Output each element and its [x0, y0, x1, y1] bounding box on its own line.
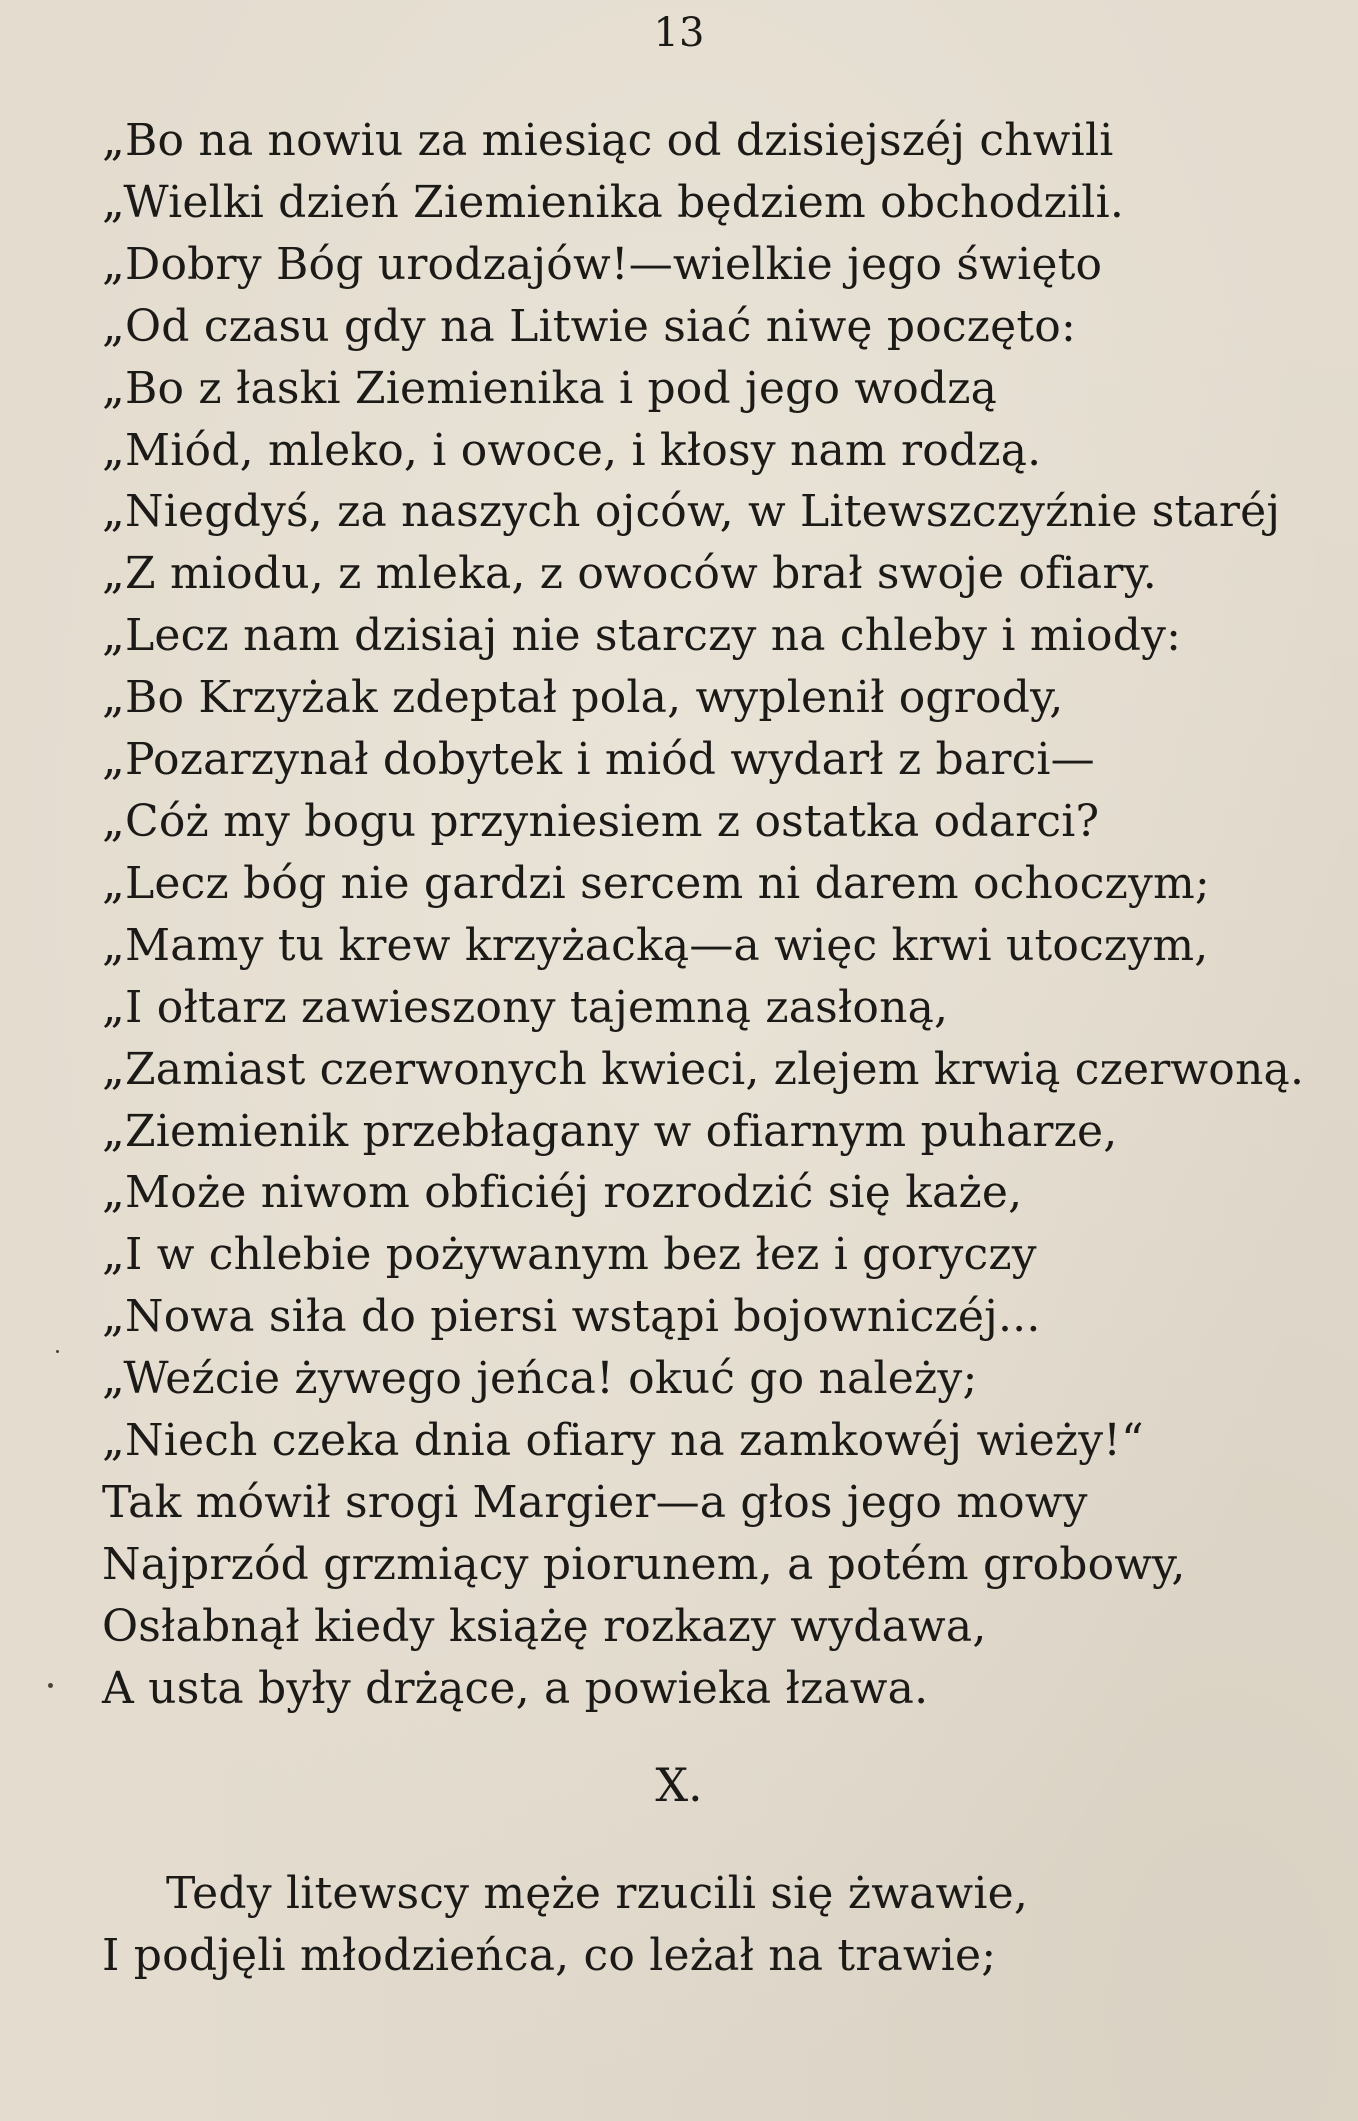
verse-line: „Dobry Bóg urodzajów!—wielkie jego święto	[102, 238, 1103, 290]
verse-line: Najprzód grzmiący piorunem, a potém grobowy,	[102, 1538, 1186, 1590]
verse-line: „Pozarzynał dobytek i miód wydarł z barci—	[102, 734, 1095, 786]
verse-line: Osłabnął kiedy książę rozkazy wydawa,	[102, 1600, 987, 1652]
paper-speck	[56, 1350, 59, 1353]
verse-block	[102, 110, 1322, 1720]
verse-line: „Bo z łaski Ziemienika i pod jego wodzą	[102, 362, 998, 414]
verse-line: „Mamy tu krew krzyżacką—a więc krwi utoczym,	[102, 919, 1209, 971]
verse-line: „Wielki dzień Ziemienika będziem obchodzili.	[102, 176, 1125, 228]
verse-line: „Lecz bóg nie gardzi sercem ni darem ochoczym;	[102, 857, 1210, 909]
verse-line: „Zamiast czerwonych kwieci, zlejem krwią czerwoną.	[102, 1043, 1305, 1095]
verse-line: „Bo na nowiu za miesiąc od dzisiejszéj chwili	[102, 115, 1114, 166]
verse-line: „Weźcie żywego jeńca! okuć go należy;	[102, 1353, 978, 1405]
section-title: X.	[655, 1758, 703, 1812]
verse-line: „Miód, mleko, i owoce, i kłosy nam rodzą.	[102, 424, 1042, 476]
verse-line: „Niech czeka dnia ofiary na zamkowéj wieży!“	[102, 1415, 1144, 1467]
verse-line: „Ziemienik przebłagany w ofiarnym puharze,	[102, 1105, 1118, 1157]
verse-line: „Lecz nam dzisiaj nie starczy na chleby i miody:	[102, 610, 1182, 662]
verse-line: „Z miodu, z mleka, z owoców brał swoje ofiary.	[102, 548, 1157, 600]
verse-line: Tak mówił srogi Margier—a głos jego mowy	[102, 1476, 1088, 1528]
paper-speck	[48, 1683, 53, 1688]
verse-line: A usta były drżące, a powieka łzawa.	[102, 1662, 929, 1714]
verse-line: „I w chlebie pożywanym bez łez i goryczy	[102, 1229, 1037, 1281]
verse-line: „Cóż my bogu przyniesiem z ostatka odarci?	[102, 795, 1100, 847]
verse-line: „Od czasu gdy na Litwie siać niwę poczęto:	[102, 300, 1076, 352]
verse-line: „Bo Krzyżak zdeptał pola, wyplenił ogrody,	[102, 672, 1064, 724]
page-number: 13	[653, 10, 705, 56]
verse-line: I podjęli młodzieńca, co leżał na trawie;	[102, 1929, 997, 1981]
verse-line: „I ołtarz zawieszony tajemną zasłoną,	[102, 981, 949, 1033]
verse-line: „Nowa siła do piersi wstąpi bojowniczéj...	[102, 1291, 1041, 1343]
verse-block-section-x	[102, 1863, 1322, 1987]
verse-line: „Niegdyś, za naszych ojców, w Litewszczyźnie staréj	[102, 486, 1281, 538]
verse-line: „Może niwom obficiéj rozrodzić się każe,	[102, 1167, 1023, 1219]
verse-line: Tedy litewscy męże rzucili się żwawie,	[166, 1868, 1029, 1919]
